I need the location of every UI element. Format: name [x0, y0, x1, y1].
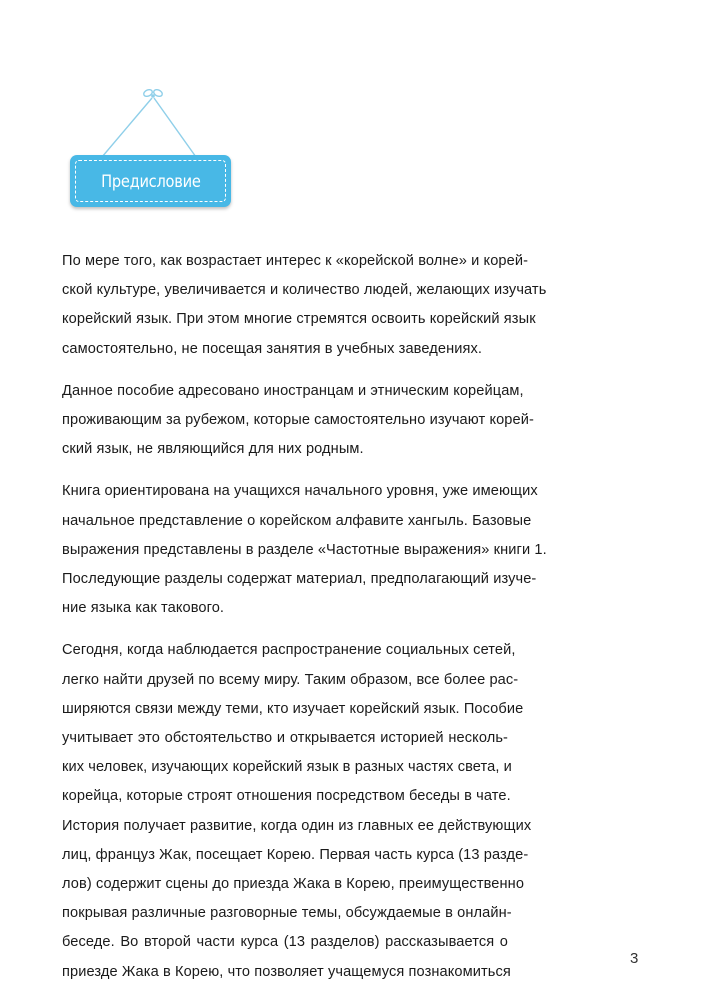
text-line: самостоятельно, не посещая занятия в учебных заведениях.: [62, 340, 483, 357]
paragraph-2: [62, 377, 534, 465]
text-line: корейский язык. При этом многие стремятся освоить корейский язык: [62, 311, 536, 328]
text-line: лиц, француз Жак, посещает Корею. Первая часть курса (13 разде-: [62, 846, 529, 863]
page-number: 3: [630, 950, 639, 967]
text-line: ние языка как такового.: [62, 600, 225, 617]
text-line: Последующие разделы содержат материал, предполагающий изуче-: [62, 571, 537, 588]
text-line: начальное представление о корейском алфавите хангыль. Базовые: [62, 512, 532, 529]
preface-body: [62, 247, 547, 1000]
text-line: Данное пособие адресовано иностранцам и этническим корейцам,: [62, 382, 524, 399]
bow-knot: [143, 88, 164, 97]
left-string: [102, 98, 152, 157]
text-line: корейца, которые строят отношения посредством беседы в чате.: [62, 788, 511, 805]
text-line: ский язык, не являющийся для них родным.: [62, 441, 364, 458]
text-line: ской культуре, увеличивается и количество людей, желающих изучать: [62, 282, 547, 299]
text-line: учитывает это обстоятельство и открывается историей несколь-: [62, 730, 508, 747]
text-line: История получает развитие, когда один из главных ее действующих: [62, 817, 532, 834]
section-header-stitch: [75, 160, 226, 202]
section-title: Предисловие: [100, 171, 201, 192]
text-line: Книга ориентирована на учащихся начального уровня, уже имеющих: [62, 483, 538, 500]
text-line: ширяются связи между теми, кто изучает корейский язык. Пособие: [62, 700, 524, 717]
right-string: [154, 98, 196, 157]
text-line: По мере того, как возрастает интерес к «корейской волне» и корей-: [62, 253, 529, 269]
text-line: лов) содержит сцены до приезда Жака в Корею, преимущественно: [62, 876, 525, 893]
section-header-sign: [70, 155, 231, 207]
text-line: выражения представлены в разделе «Частотные выражения» книги 1.: [62, 541, 547, 558]
text-line: беседе. Во второй части курса (13 разделов) рассказывается о: [62, 934, 508, 951]
text-line: легко найти друзей по всему миру. Таким образом, все более рас-: [62, 671, 519, 688]
paragraph-1: [62, 247, 547, 364]
text-line: покрывая различные разговорные темы, обсуждаемые в онлайн-: [62, 905, 512, 922]
text-line: проживающим за рубежом, которые самостоятельно изучают корей-: [62, 412, 534, 429]
text-line: приезде Жака в Корею, что позволяет учащемуся познакомиться: [62, 963, 511, 980]
paragraph-4: [62, 636, 532, 986]
text-line: ких человек, изучающих корейский язык в разных частях света, и: [62, 759, 512, 776]
paragraph-3: [62, 477, 547, 623]
text-line: Сегодня, когда наблюдается распространение социальных сетей,: [62, 642, 516, 659]
